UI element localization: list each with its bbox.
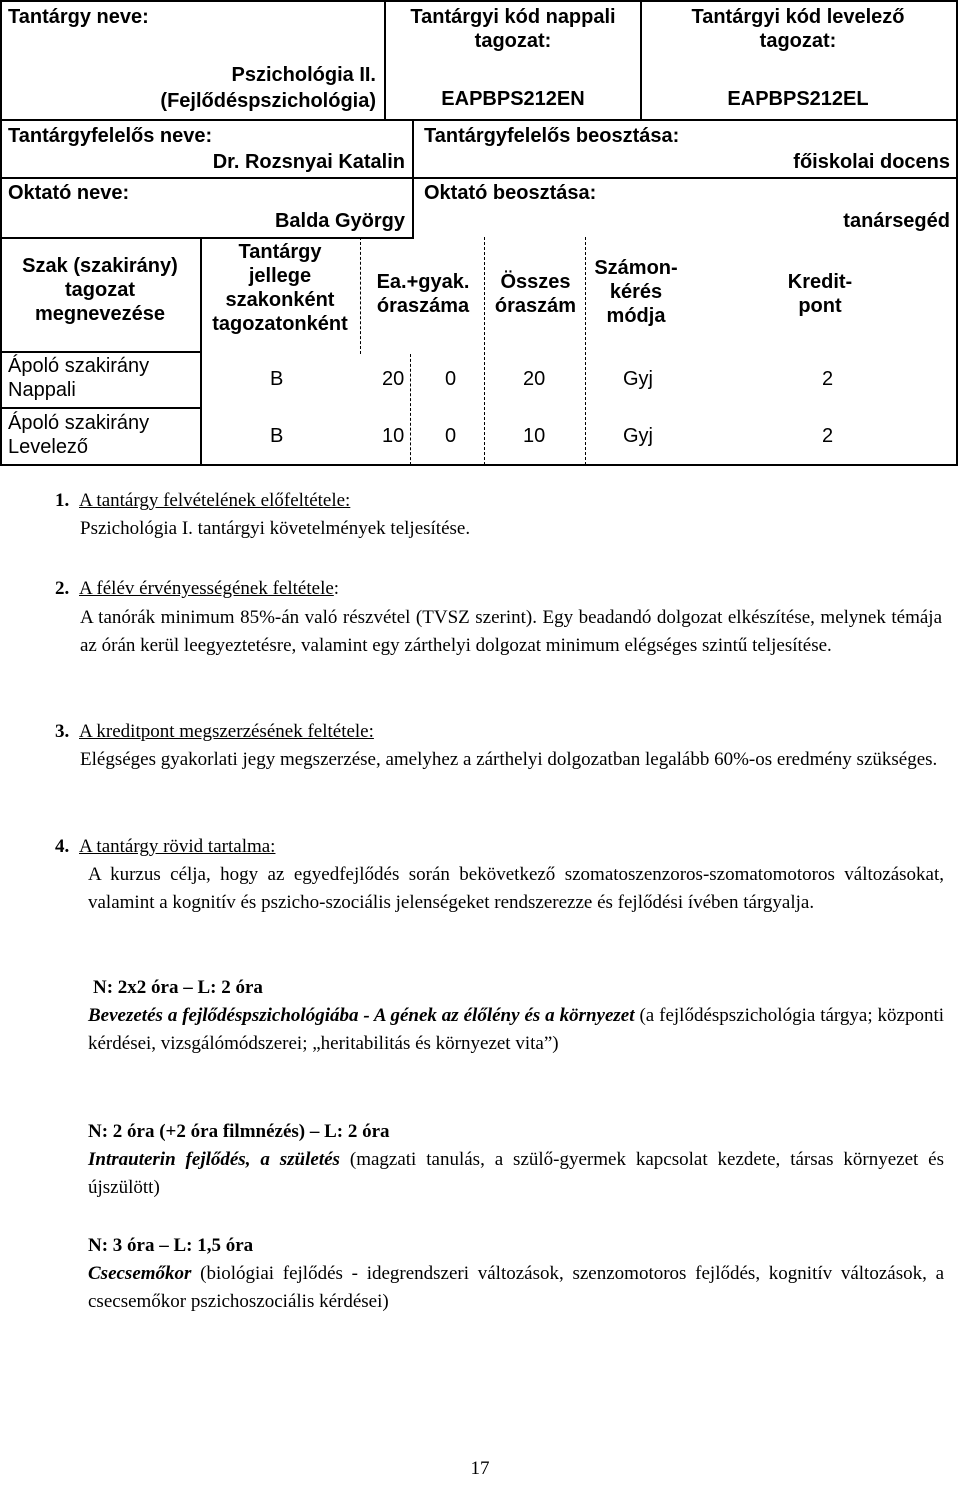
code-day-label-line1: Tantárgyi kód nappali [410, 6, 616, 28]
row-line [0, 177, 958, 179]
page-number: 17 [470, 1458, 490, 1479]
section-4-text: A kurzus célja, hogy az egyedfejlődés során bekövetkező szomatoszenzoros-szomatomotoros változásokat, valamint a kognitív és pszicho-szociális jelenségeket rendszerezze és fejlődési ívében tárgyalja. [88, 864, 944, 913]
topic-title: Bevezetés a fejlődéspszichológiába - A gének az élőlény és a környezet [88, 1005, 635, 1026]
col-header-total-line: Összes [500, 271, 571, 293]
teacher-name: Balda György [274, 210, 405, 232]
section-1-text: Pszichológia I. tantárgyi követelmények teljesítése. [80, 518, 471, 539]
dashed-line [484, 237, 485, 465]
section-number: 4. [55, 836, 70, 857]
col-header-exam-line: kérés [609, 281, 663, 303]
topic-title: Csecsemőkor [88, 1263, 192, 1284]
code-corr-value: EAPBPS212EL [727, 88, 869, 110]
dashed-line [585, 237, 586, 465]
table-row-cell: 2 [822, 368, 834, 390]
section-number: 2. [55, 578, 70, 599]
responsible-role: főiskolai docens [793, 151, 950, 173]
col-header-exam [587, 256, 685, 328]
table-border-right [956, 0, 958, 466]
responsible-role-label: Tantárgyfelelős beosztása: [424, 125, 680, 147]
section-3-text: Elégséges gyakorlati jegy megszerzése, amelyhez a zárthelyi dolgozatban legalább 60%-os eredmény szükséges. [80, 749, 938, 770]
table-row-cell: 10 [523, 425, 546, 447]
topic-block [88, 1260, 944, 1316]
table-border-bottom [0, 464, 958, 466]
section-3-heading [55, 718, 374, 746]
section-title-colon: : [333, 578, 340, 599]
table-row-cell: 0 [445, 368, 457, 390]
table-row-program [8, 411, 149, 459]
row-program-line: Ápoló szakirány [8, 355, 150, 377]
section-title: A kreditpont megszerzésének feltétele: [79, 721, 374, 742]
table-row-cell: Gyj [623, 368, 653, 390]
section-1-heading [55, 487, 351, 515]
col-header-exam-line: Számon- [594, 257, 678, 279]
table-row-cell: Gyj [623, 425, 653, 447]
code-corr-label [642, 5, 954, 53]
topic-block [88, 1002, 944, 1058]
table-row-cell: 0 [445, 425, 457, 447]
topic-description: (biológiai fejlődés - idegrendszeri változások, szenzomotoros fejlődés, kognitív változások, a csecsemőkor pszichoszociális kérdései) [88, 1263, 945, 1312]
row-program-line: Levelező [8, 436, 89, 458]
code-corr-label-line1: Tantárgyi kód levelező [691, 6, 905, 28]
col-header-program-line: tagozat [65, 279, 135, 301]
row-program-line: Ápoló szakirány [8, 412, 150, 434]
table-row-cell: 10 [382, 425, 405, 447]
table-row-cell: 20 [382, 368, 405, 390]
col-header-type-line: szakonként [225, 289, 335, 311]
topic-title: Intrauterin fejlődés, a születés [88, 1149, 340, 1170]
topic-description: (a fejlődéspszichológia tárgya; központi kérdései, vizsgálómódszerei; „heritabilitás és környezet vita”) [88, 1005, 945, 1054]
teacher-role: tanársegéd [843, 210, 950, 232]
topic-hours: N: 3 óra – L: 1,5 óra [88, 1235, 254, 1256]
col-header-program [2, 254, 198, 326]
table-row-cell: 2 [822, 425, 834, 447]
table-row-cell: B [270, 425, 284, 447]
responsible-label: Tantárgyfelelős neve: [8, 125, 213, 147]
section-title: A félév érvényességének feltétele [79, 578, 334, 599]
responsible-name: Dr. Rozsnyai Katalin [212, 151, 405, 173]
col-header-total [486, 270, 585, 318]
topic-hours: N: 2 óra (+2 óra filmnézés) – L: 2 óra [88, 1121, 390, 1142]
section-number: 3. [55, 721, 70, 742]
subject-label: Tantárgy neve: [8, 6, 149, 28]
code-day-value: EAPBPS212EN [441, 88, 585, 110]
table-row-cell: B [270, 368, 284, 390]
table-border-top [0, 0, 958, 2]
col-header-credit [740, 270, 900, 318]
table-row-program [8, 354, 149, 402]
topic-hours: N: 2x2 óra – L: 2 óra [93, 977, 263, 998]
row-program-line: Nappali [8, 379, 76, 401]
code-corr-label-line2: tagozat: [759, 30, 837, 52]
subject-name-line1: Pszichológia II. [231, 64, 376, 86]
col-header-hours-line: Ea.+gyak. [376, 271, 470, 293]
col-header-hours-line: óraszáma [376, 295, 470, 317]
teacher-label: Oktató neve: [8, 182, 130, 204]
col-header-credit-line: Kredit- [787, 271, 853, 293]
col-header-exam-line: módja [606, 305, 666, 327]
dashed-line [410, 354, 411, 465]
section-4-heading [55, 833, 276, 861]
topic-description: (magzati tanulás, a szülő-gyermek kapcsolat kezdete, társas környezet és újszülött) [88, 1149, 945, 1198]
section-2-text: A tanórák minimum 85%-án való részvétel (TVSZ szerint). Egy beadandó dolgozat elkészítése, melynek témája az órán kerül leegyeztetésre, valamint egy zárthelyi dolgozat minimum elégséges szintű teljesítése. [80, 607, 942, 656]
subject-name-line2: (Fejlődéspszichológia) [160, 90, 376, 112]
col-line [412, 119, 414, 239]
col-header-type-line: Tantárgy [238, 241, 322, 263]
row-line [0, 119, 958, 121]
dashed-line [360, 237, 361, 354]
col-header-total-line: óraszám [494, 295, 577, 317]
row-line [0, 351, 200, 353]
row-line [0, 237, 412, 239]
col-header-program-line: megnevezése [34, 303, 166, 325]
row-line [0, 407, 200, 409]
topic-block [88, 1146, 944, 1202]
section-number: 1. [55, 490, 70, 511]
col-header-credit-line: pont [798, 295, 842, 317]
col-header-program-line: Szak (szakirány) [22, 255, 178, 277]
section-2-heading [55, 575, 340, 603]
col-header-hours [362, 270, 484, 318]
col-header-type-line: tagozatonként [212, 313, 348, 335]
col-header-type-line: jellege [248, 265, 312, 287]
teacher-role-label: Oktató beosztása: [424, 182, 597, 204]
code-day-label [386, 5, 640, 53]
section-title: A tantárgy felvételének előfeltétele: [79, 490, 351, 511]
table-row-cell: 20 [523, 368, 546, 390]
section-title: A tantárgy rövid tartalma: [79, 836, 276, 857]
code-day-label-line2: tagozat: [474, 30, 552, 52]
col-header-type [202, 240, 358, 336]
